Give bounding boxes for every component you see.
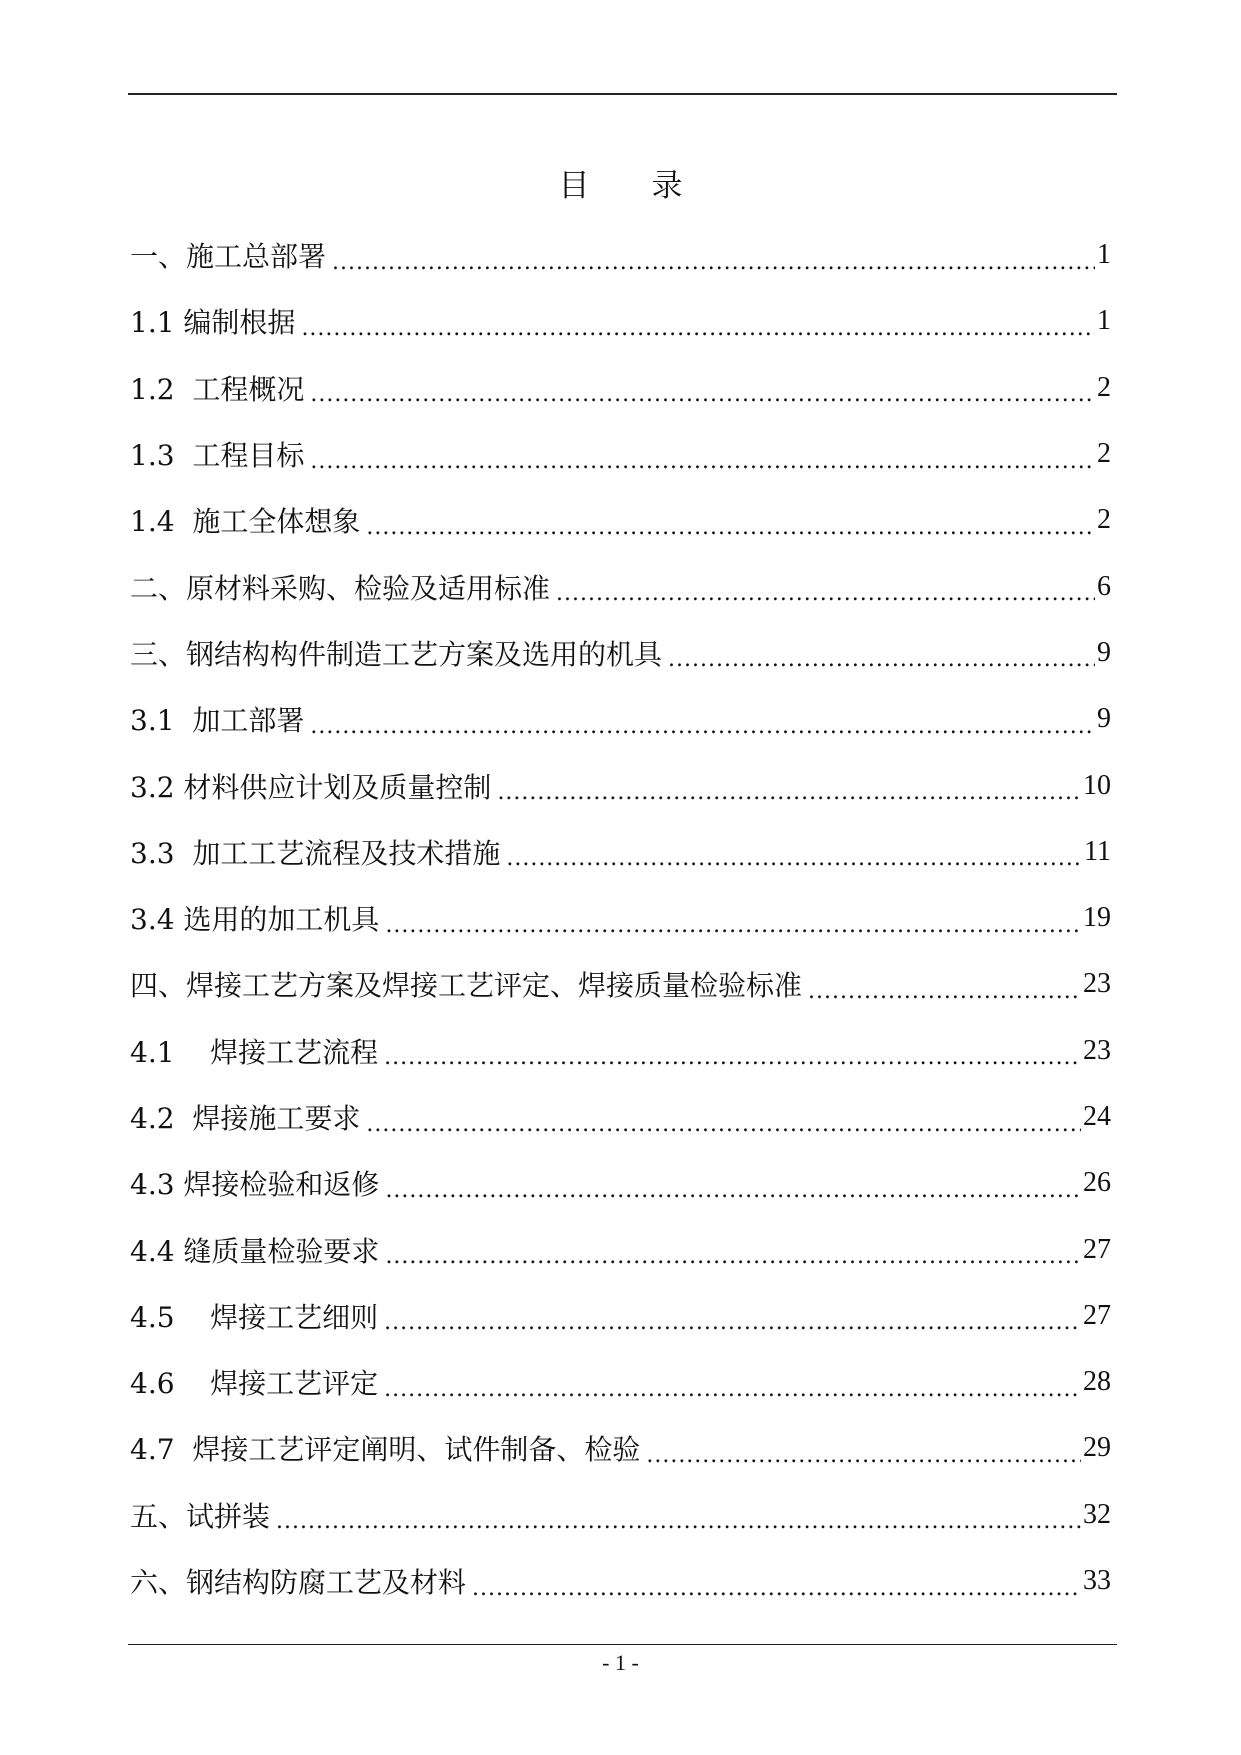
footer-rule <box>128 1644 1117 1645</box>
toc-entry-page: 1 <box>1097 239 1111 271</box>
toc-entry[interactable] <box>130 752 1111 818</box>
toc-entry-label: 4.2 焊接施工要求 <box>130 1102 361 1135</box>
toc-entry-label: 六、钢结构防腐工艺及材料 <box>130 1566 467 1600</box>
toc-dot-leader <box>301 309 1095 342</box>
toc-entry[interactable] <box>130 620 1111 686</box>
toc-entry-page: 19 <box>1083 902 1111 934</box>
toc-entry[interactable] <box>130 1349 1111 1415</box>
toc-entry-label: 1.1 编制根据 <box>130 306 296 340</box>
toc-entry-page: 29 <box>1083 1432 1111 1464</box>
header-rule <box>128 93 1117 95</box>
toc-entry-page: 32 <box>1083 1498 1111 1530</box>
toc-entry-page: 11 <box>1084 835 1111 867</box>
toc-entry-label: 4.6 焊接工艺评定 <box>130 1367 379 1401</box>
toc-entry-label: 4.3 焊接检验和返修 <box>130 1168 380 1202</box>
toc-entry[interactable] <box>130 1018 1111 1084</box>
toc-entry-label: 4.5 焊接工艺细则 <box>130 1300 379 1334</box>
toc-entry-page: 26 <box>1083 1167 1111 1199</box>
toc-entry[interactable] <box>130 553 1111 619</box>
toc-entry-label: 3.1 加工部署 <box>130 704 305 738</box>
toc-entry-label: 1.4 施工全体想象 <box>130 505 361 539</box>
toc-dot-leader <box>310 707 1095 740</box>
toc-entry[interactable] <box>130 1415 1111 1481</box>
toc-entry[interactable] <box>130 819 1111 885</box>
toc-entry-page: 2 <box>1097 438 1111 470</box>
toc-dot-leader <box>808 972 1081 1005</box>
toc-entry-page: 2 <box>1097 504 1111 536</box>
toc-entry-page: 28 <box>1083 1366 1111 1398</box>
toc-entry-label: 四、焊接工艺方案及焊接工艺评定、焊接质量检验标准 <box>130 969 803 1003</box>
toc-dot-leader <box>385 906 1081 939</box>
toc-entry-page: 24 <box>1083 1101 1111 1132</box>
toc-entry-label: 1.3 工程目标 <box>130 439 305 473</box>
toc-dot-leader <box>506 839 1082 872</box>
toc-dot-leader <box>556 574 1095 607</box>
toc-entry-label: 3.3 加工工艺流程及技术措施 <box>130 836 501 870</box>
page-number: - 1 - <box>602 1650 639 1675</box>
toc-dot-leader <box>310 442 1095 475</box>
toc-dot-leader <box>385 1171 1081 1204</box>
toc-entry[interactable] <box>130 686 1111 752</box>
toc-entry[interactable] <box>130 885 1111 951</box>
toc-entry[interactable] <box>130 1216 1111 1282</box>
toc-entry-label: 4.4 缝质量检验要求 <box>130 1234 380 1268</box>
toc-entry-page: 10 <box>1083 769 1111 801</box>
toc-entry-page: 1 <box>1097 305 1111 337</box>
toc-entry-label: 1.2 工程概况 <box>130 372 305 406</box>
toc-entry-label: 二、原材料采购、检验及适用标准 <box>130 571 551 605</box>
toc-dot-leader <box>276 1502 1081 1535</box>
toc-dot-leader <box>384 1303 1081 1336</box>
toc-entry[interactable] <box>130 1482 1111 1548</box>
toc-entry-page: 23 <box>1083 1034 1111 1066</box>
toc-entry[interactable] <box>130 1150 1111 1216</box>
toc-dot-leader <box>385 1237 1081 1270</box>
toc-entry-page: 9 <box>1097 703 1111 735</box>
toc-entry-page: 9 <box>1097 636 1111 668</box>
toc-dot-leader <box>384 1038 1081 1071</box>
toc-entry[interactable] <box>130 288 1111 354</box>
toc-dot-leader <box>646 1436 1081 1469</box>
toc-entry-page: 27 <box>1083 1233 1111 1265</box>
toc-title-char-2: 录 <box>651 168 683 204</box>
toc-entry-page: 23 <box>1083 968 1111 1000</box>
toc-entry[interactable] <box>130 951 1111 1017</box>
toc-dot-leader <box>366 508 1095 541</box>
toc-entry[interactable] <box>130 1084 1111 1150</box>
toc-entry-page: 2 <box>1097 371 1111 403</box>
toc-dot-leader <box>668 640 1095 673</box>
toc-entry[interactable] <box>130 421 1111 487</box>
toc-entry-page: 33 <box>1083 1565 1111 1597</box>
toc-entry[interactable] <box>130 1283 1111 1349</box>
toc-title <box>0 160 1241 205</box>
toc-entry[interactable] <box>130 1548 1111 1614</box>
toc-entry[interactable] <box>130 222 1111 288</box>
toc-dot-leader <box>310 375 1095 408</box>
toc-dot-leader <box>332 243 1095 276</box>
toc-entry-label: 3.4 选用的加工机具 <box>130 903 380 937</box>
toc-entry-label: 4.7 焊接工艺评定阐明、试件制备、检验 <box>130 1433 641 1467</box>
toc-dot-leader <box>384 1370 1081 1403</box>
toc-entry-label: 3.2 材料供应计划及质量控制 <box>130 770 492 804</box>
toc-entry-label: 五、试拼装 <box>130 1499 271 1533</box>
toc-entry[interactable] <box>130 487 1111 553</box>
toc-dot-leader <box>497 773 1081 806</box>
toc-entry-label: 4.1 焊接工艺流程 <box>130 1035 379 1069</box>
toc-entry-label: 三、钢结构构件制造工艺方案及选用的机具 <box>130 637 663 671</box>
toc-dot-leader <box>366 1105 1081 1138</box>
toc-entry-page: 6 <box>1097 570 1111 602</box>
table-of-contents <box>130 222 1111 1614</box>
toc-dot-leader <box>472 1569 1081 1602</box>
toc-entry-label: 一、施工总部署 <box>130 240 327 274</box>
toc-title-char-1: 目 <box>558 168 590 204</box>
toc-entry[interactable] <box>130 355 1111 421</box>
toc-entry-page: 27 <box>1083 1299 1111 1331</box>
